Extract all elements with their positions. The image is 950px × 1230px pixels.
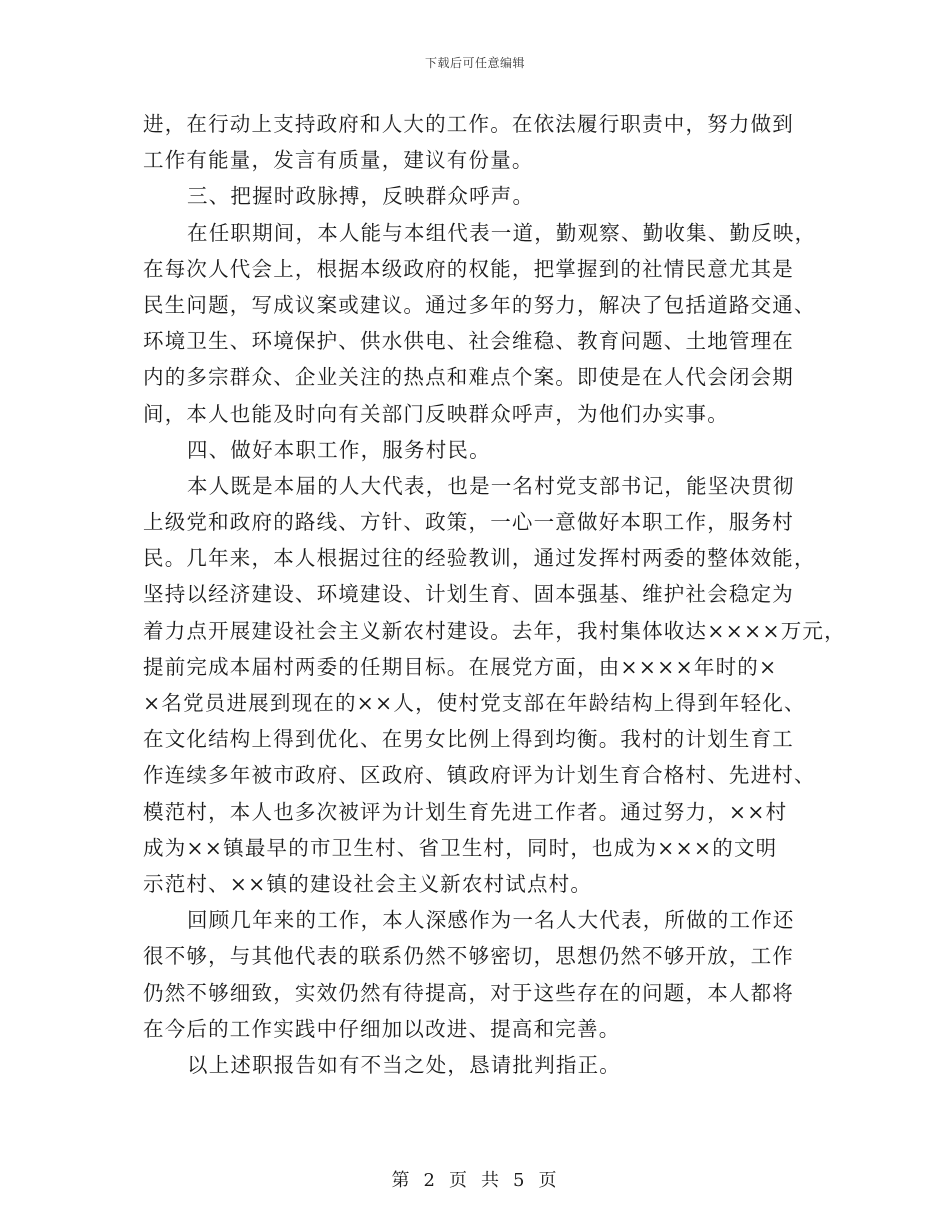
body-line: 进，在行动上支持政府和人大的工作。在依法履行职责中，努力做到 xyxy=(143,112,794,136)
body-line: 民生问题，写成议案或建议。通过多年的努力，解决了包括道路交通、 xyxy=(143,292,816,317)
body-line: 提前完成本届村两委的任期目标。在展党方面，由××××年时的× xyxy=(143,654,778,679)
body-line: 很不够，与其他代表的联系仍然不够密切，思想仍然不够开放，工作 xyxy=(143,944,794,969)
body-line: 成为××镇最早的市卫生村、省卫生村，同时，也成为×××的文明 xyxy=(143,835,778,860)
body-line: 内的多宗群众、企业关注的热点和难点个案。即使是在人代会闭会期 xyxy=(143,365,794,390)
body-line: 工作有能量，发言有质量，建议有份量。 xyxy=(143,148,534,173)
body-line: 着力点开展建设社会主义新农村建设。去年，我村集体收达××××万元， xyxy=(143,618,846,643)
body-line: 本人既是本届的人大代表，也是一名村党支部书记，能坚决贯彻 xyxy=(187,473,795,498)
body-line: 回顾几年来的工作，本人深感作为一名人大代表，所做的工作还 xyxy=(187,908,795,933)
body-line: 在文化结构上得到优化、在男女比例上得到均衡。我村的计划生育工 xyxy=(143,727,794,752)
body-line: 仍然不够细致，实效仍然有待提高，对于这些存在的问题，本人都将 xyxy=(143,980,794,1005)
body-line: 作连续多年被市政府、区政府、镇政府评为计划生育合格村、先进村、 xyxy=(143,763,816,788)
body-line: ×名党员进展到现在的××人，使村党支部在年龄结构上得到年轻化、 xyxy=(143,691,806,715)
footer-suffix: 页 xyxy=(538,1170,559,1191)
closing-line: 以上述职报告如有不当之处，恳请批判指正。 xyxy=(187,1052,621,1077)
body-line: 间，本人也能及时向有关部门反映群众呼声，为他们办实事。 xyxy=(143,401,729,426)
footer-mid: 页 xyxy=(449,1170,469,1191)
body-line: 环境卫生、环境保护、供水供电、社会维稳、教育问题、土地管理在 xyxy=(143,329,794,354)
body-line: 上级党和政府的路线、方针、政策，一心一意做好本职工作，服务村 xyxy=(143,510,794,535)
total-pages: 5 xyxy=(513,1170,527,1191)
section-heading: 三、把握时政脉搏，反映群众呼声。 xyxy=(187,184,535,209)
body-line: 民。几年来，本人根据过往的经验教训，通过发挥村两委的整体效能， xyxy=(143,546,816,571)
body-line: 示范村、××镇的建设社会主义新农村试点村。 xyxy=(143,871,593,896)
page-footer xyxy=(0,1166,950,1192)
header-note: 下载后可任意编辑 xyxy=(424,56,525,70)
page-number: 2 xyxy=(423,1170,437,1191)
body-line: 在任职期间，本人能与本组代表一道，勤观察、勤收集、勤反映， xyxy=(187,220,817,245)
document-body xyxy=(143,106,846,1083)
footer-prefix: 第 xyxy=(391,1170,412,1191)
body-line: 在今后的工作实践中仔细加以改进、提高和完善。 xyxy=(143,1016,621,1041)
body-line: 在每次人代会上，根据本级政府的权能，把掌握到的社情民意尤其是 xyxy=(143,256,794,281)
section-heading: 四、做好本职工作，服务村民。 xyxy=(187,437,491,462)
body-line: 坚持以经济建设、环境建设、计划生育、固本强基、维护社会稳定为 xyxy=(143,582,794,607)
body-line: 模范村，本人也多次被评为计划生育先进工作者。通过努力，××村 xyxy=(143,799,788,824)
footer-total-label: 共 xyxy=(481,1170,501,1191)
